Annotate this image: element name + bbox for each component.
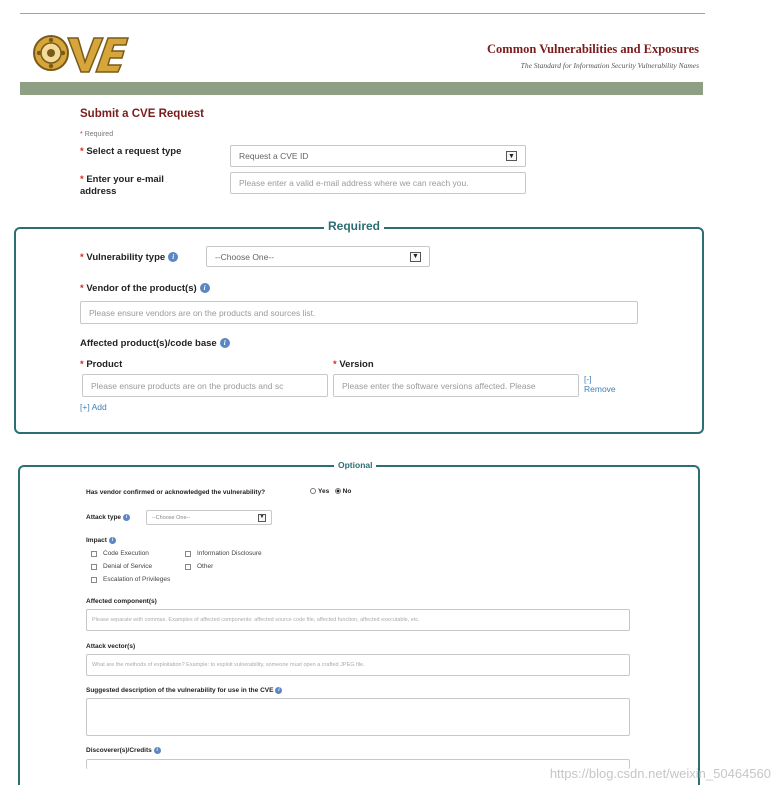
suggested-description-label: Suggested description of the vulnerability for use in the CVE i xyxy=(86,687,282,694)
remove-bracket: [-] xyxy=(584,374,592,384)
affected-component-label: Affected component(s) xyxy=(86,598,157,605)
request-type-select[interactable] xyxy=(230,145,526,167)
site-subtitle: The Standard for Information Security Vulnerability Names xyxy=(520,61,699,70)
attack-type-select[interactable] xyxy=(146,510,272,525)
header-bar xyxy=(20,82,703,95)
impact-code-execution-label: Code Execution xyxy=(103,550,149,557)
email-input[interactable] xyxy=(230,172,526,194)
cve-logo-image xyxy=(30,30,130,78)
info-icon[interactable]: i xyxy=(123,514,130,521)
info-icon[interactable]: i xyxy=(168,252,178,262)
info-icon[interactable]: i xyxy=(109,537,116,544)
form-title: Submit a CVE Request xyxy=(80,108,204,120)
discoverer-input[interactable] xyxy=(86,759,630,769)
impact-escalation-label: Escalation of Privileges xyxy=(103,576,171,583)
attack-vector-input[interactable] xyxy=(86,654,630,676)
required-legend: Required xyxy=(324,219,384,233)
info-icon[interactable]: i xyxy=(275,687,282,694)
impact-information-disclosure-label: Information Disclosure xyxy=(197,550,262,557)
vendor-label: * Vendor of the product(s) i xyxy=(80,283,210,295)
watermark: https://blog.csdn.net/weixin_50464560 xyxy=(549,766,771,781)
vulnerability-type-label: * Vulnerability type i xyxy=(80,252,178,264)
impact-escalation-checkbox[interactable] xyxy=(91,577,97,583)
impact-code-execution-checkbox[interactable] xyxy=(91,551,97,557)
info-icon[interactable]: i xyxy=(220,338,230,348)
attack-vector-label: Attack vector(s) xyxy=(86,643,136,650)
vulnerability-type-value: --Choose One-- xyxy=(215,251,275,262)
request-type-value: Request a CVE ID xyxy=(239,151,309,161)
info-icon[interactable]: i xyxy=(200,283,210,293)
product-input[interactable] xyxy=(82,374,328,397)
chevron-down-icon: ▼ xyxy=(506,151,517,161)
site-title: Common Vulnerabilities and Exposures xyxy=(487,42,699,56)
version-input[interactable] xyxy=(333,374,579,397)
top-rule xyxy=(20,13,705,14)
remove-label: Remove xyxy=(584,384,616,394)
yes-label: Yes xyxy=(318,488,330,495)
version-label: * Version xyxy=(333,359,374,370)
affected-component-input[interactable] xyxy=(86,609,630,631)
impact-other-checkbox[interactable] xyxy=(185,564,191,570)
attack-type-label: Attack type i xyxy=(86,514,130,521)
attack-vector-placeholder: What are the methods of exploitation? Example: to exploit vulnerability, someone must open a crafted JPEG file. xyxy=(92,662,365,668)
add-row-link[interactable]: [+] Add xyxy=(80,402,107,412)
affected-products-label: Affected product(s)/code base i xyxy=(80,338,230,350)
impact-information-disclosure-checkbox[interactable] xyxy=(185,551,191,557)
chevron-down-icon: ▼ xyxy=(259,514,265,520)
vendor-input[interactable] xyxy=(80,301,638,324)
discoverer-label: Discoverer(s)/Credits i xyxy=(86,747,161,754)
affected-component-placeholder: Please separate with commas. Examples of affected components: affected source code file, affected function, affected executable, etc. xyxy=(92,617,420,623)
email-placeholder: Please enter a valid e-mail address where we can reach you. xyxy=(239,178,469,188)
impact-denial-of-service-checkbox[interactable] xyxy=(91,564,97,570)
cve-logo xyxy=(30,30,130,78)
remove-row-link[interactable] xyxy=(584,374,616,394)
chevron-down-icon: ▼ xyxy=(410,252,421,262)
vendor-confirmed-options xyxy=(310,488,351,495)
impact-label: Impact i xyxy=(86,537,116,544)
request-type-label: * Select a request type xyxy=(80,146,182,157)
info-icon[interactable]: i xyxy=(154,747,161,754)
impact-other-label: Other xyxy=(197,563,214,570)
vulnerability-type-select[interactable] xyxy=(206,246,430,267)
optional-legend: Optional xyxy=(334,460,376,470)
product-label: * Product xyxy=(80,359,123,370)
product-placeholder: Please ensure products are on the products and sc xyxy=(91,380,284,391)
vendor-placeholder: Please ensure vendors are on the products and sources list. xyxy=(89,307,316,318)
vendor-confirmed-label: Has vendor confirmed or acknowledged the vulnerability? xyxy=(86,489,266,496)
email-label: * Enter your e-mail address xyxy=(80,174,164,197)
impact-denial-of-service-label: Denial of Service xyxy=(103,563,153,570)
version-placeholder: Please enter the software versions affected. Please xyxy=(342,380,536,391)
no-label: No xyxy=(342,488,352,495)
no-radio[interactable] xyxy=(335,488,341,494)
suggested-description-textarea[interactable] xyxy=(86,698,630,736)
attack-type-value: --Choose One-- xyxy=(152,514,191,521)
yes-radio[interactable] xyxy=(310,488,316,494)
required-note: * Required xyxy=(80,131,114,138)
